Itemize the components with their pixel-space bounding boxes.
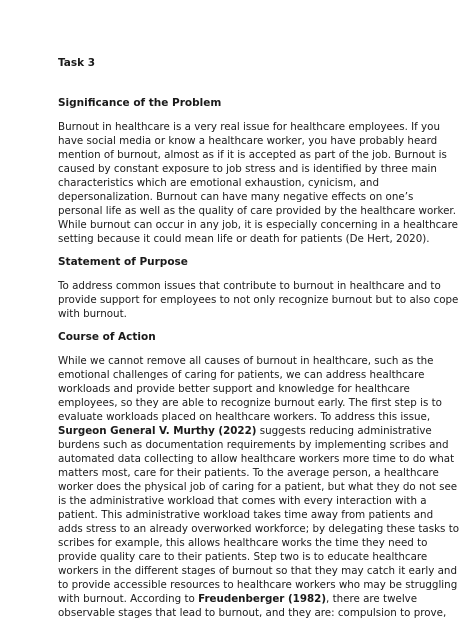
paragraph-significance <box>58 120 458 246</box>
paragraph-purpose <box>58 279 459 321</box>
text-line: personal life as well as the quality of care provided by the healthcare worker. <box>58 205 456 217</box>
text-line: adds stress to an already overworked workforce; by delegating these tasks to <box>58 523 460 535</box>
text-line: worker does the physical job of caring for a patient, but what they do not see <box>58 481 458 493</box>
bold-citation: Freudenberger (1982) <box>198 593 327 605</box>
text-line: automated data collecting to allow healthcare workers more time to do what <box>58 453 455 465</box>
text-line: mention of burnout, almost as if it is accepted as part of the job. Burnout is <box>58 149 447 161</box>
text-line: scribes for example, this allows healthcare works the time they need to <box>58 537 428 549</box>
text-line: depersonalization. Burnout can have many negative effects on one’s <box>58 191 414 203</box>
text-line: characteristics which are emotional exhaustion, cynicism, and <box>58 177 379 189</box>
text-line: To address common issues that contribute to burnout in healthcare and to <box>58 280 441 292</box>
text-line: is the administrative workload that comes with every interaction with a <box>58 495 427 507</box>
text-line: workers in the different stages of burnout so that they may catch it early and <box>58 565 457 577</box>
text-line: provide quality care to their patients. Step two is to educate healthcare <box>58 551 428 563</box>
section-heading-significance: Significance of the Problem <box>58 97 222 109</box>
text-line: While burnout can occur in any job, it is especially concerning in a healthcare <box>58 219 458 231</box>
text-line-with-bold: with burnout. According to Freudenberger (1982), there are twelve <box>58 593 418 605</box>
text-line: caused by constant exposure to job stress and is identified by three main <box>58 163 437 175</box>
text-line: employees, so they are able to recognize burnout early. The first step is to <box>58 397 442 409</box>
paragraph-course-of-action <box>58 354 460 620</box>
text-line: matters most, care for their patients. To the average person, a healthcare <box>58 467 439 479</box>
text-line: While we cannot remove all causes of burnout in healthcare, such as the <box>58 355 434 367</box>
text-line: setting because it could mean life or death for patients (De Hert, 2020). <box>58 233 430 245</box>
text-line: workloads and provide better support and knowledge for healthcare <box>58 383 410 395</box>
text-line: provide support for employees to not only recognize burnout but to also cope <box>58 294 459 306</box>
text-line: emotional challenges of caring for patients, we can address healthcare <box>58 369 425 381</box>
task-label: Task 3 <box>58 57 96 69</box>
bold-citation: Surgeon General V. Murthy (2022) <box>58 425 257 437</box>
text-line: have social media or know a healthcare worker, you have probably heard <box>58 135 438 147</box>
text-line: to provide accessible resources to healthcare workers who may be struggling <box>58 579 458 591</box>
section-heading-purpose: Statement of Purpose <box>58 256 188 268</box>
text-line: observable stages that lead to burnout, and they are: compulsion to prove, <box>58 607 447 619</box>
text-line: with burnout. <box>58 308 127 320</box>
text-line: burdens such as documentation requirements by implementing scribes and <box>58 439 449 451</box>
text-line: evaluate workloads placed on healthcare workers. To address this issue, <box>58 411 431 423</box>
section-heading-course-of-action: Course of Action <box>58 331 156 343</box>
text-line: patient. This administrative workload takes time away from patients and <box>58 509 434 521</box>
text-line-with-bold: Surgeon General V. Murthy (2022) suggests reducing administrative <box>58 425 432 437</box>
text-line: Burnout in healthcare is a very real issue for healthcare employees. If you <box>58 121 440 133</box>
